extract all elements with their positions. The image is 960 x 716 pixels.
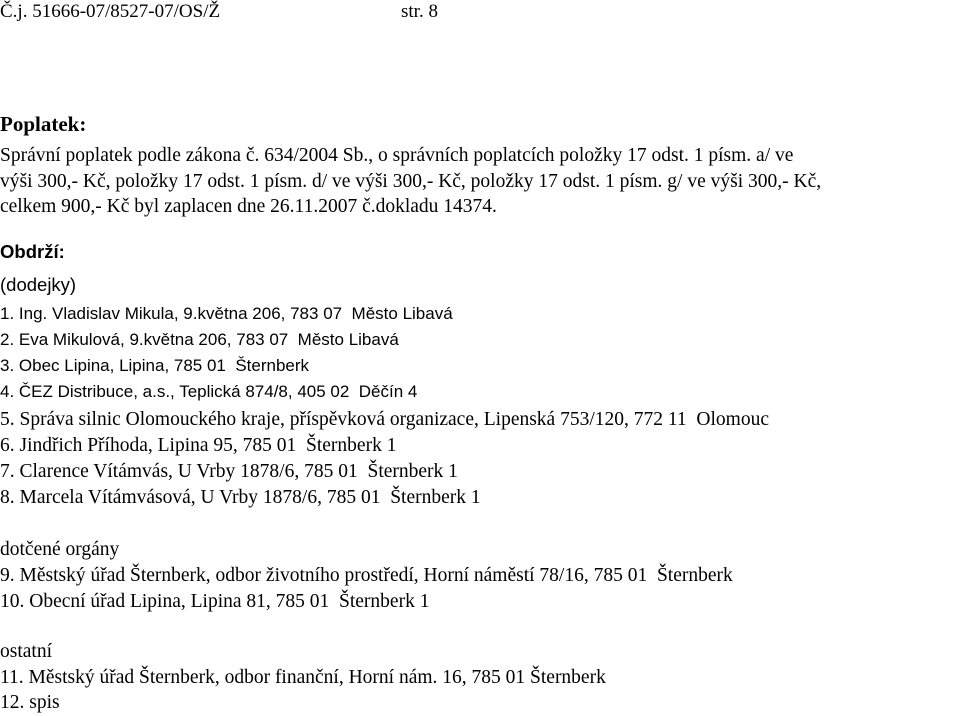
poplatek-line-1: Správní poplatek podle zákona č. 634/2004 Sb., o správních poplatcích položky 17 odst. 1 písm. a/ ve bbox=[0, 145, 794, 166]
recipient-8: 8. Marcela Vítámvásová, U Vrby 1878/6, 785 01 Šternberk 1 bbox=[0, 487, 481, 508]
recipient-4: 4. ČEZ Distribuce, a.s., Teplická 874/8, 405 02 Děčín 4 bbox=[0, 382, 418, 401]
page-number: str. 8 bbox=[401, 1, 438, 22]
recipient-2: 2. Eva Mikulová, 9.května 206, 783 07 Město Libavá bbox=[0, 330, 399, 349]
dotcene-organy-label: dotčené orgány bbox=[0, 539, 120, 560]
obdrzi-heading: Obdrží: bbox=[0, 241, 65, 262]
recipient-12: 12. spis bbox=[0, 692, 60, 713]
recipient-1: 1. Ing. Vladislav Mikula, 9.května 206, 783 07 Město Libavá bbox=[0, 304, 453, 323]
recipient-3: 3. Obec Lipina, Lipina, 785 01 Šternberk bbox=[0, 356, 310, 375]
poplatek-heading: Poplatek: bbox=[0, 112, 87, 136]
recipient-6: 6. Jindřich Příhoda, Lipina 95, 785 01 Šternberk 1 bbox=[0, 435, 397, 456]
page-header bbox=[0, 1, 438, 22]
recipient-10: 10. Obecní úřad Lipina, Lipina 81, 785 01 Šternberk 1 bbox=[0, 591, 430, 612]
recipient-7: 7. Clarence Vítámvás, U Vrby 1878/6, 785 01 Šternberk 1 bbox=[0, 461, 458, 482]
recipient-11: 11. Městský úřad Šternberk, odbor finanční, Horní nám. 16, 785 01 Šternberk bbox=[0, 667, 606, 688]
reference-number: Č.j. 51666-07/8527-07/OS/Ž bbox=[0, 1, 221, 22]
recipient-9: 9. Městský úřad Šternberk, odbor životního prostředí, Horní náměstí 78/16, 785 01 Šternberk bbox=[0, 565, 733, 586]
poplatek-line-2: výši 300,- Kč, položky 17 odst. 1 písm. d/ ve výši 300,- Kč, položky 17 odst. 1 písm. g/ ve výši 300,- Kč, bbox=[0, 171, 822, 192]
dodejky-label: (dodejky) bbox=[0, 274, 77, 295]
ostatni-label: ostatní bbox=[0, 641, 52, 662]
poplatek-line-3: celkem 900,- Kč byl zaplacen dne 26.11.2007 č.dokladu 14374. bbox=[0, 196, 497, 217]
recipient-5: 5. Správa silnic Olomouckého kraje, příspěvková organizace, Lipenská 753/120, 772 11 Olomouc bbox=[0, 409, 769, 430]
